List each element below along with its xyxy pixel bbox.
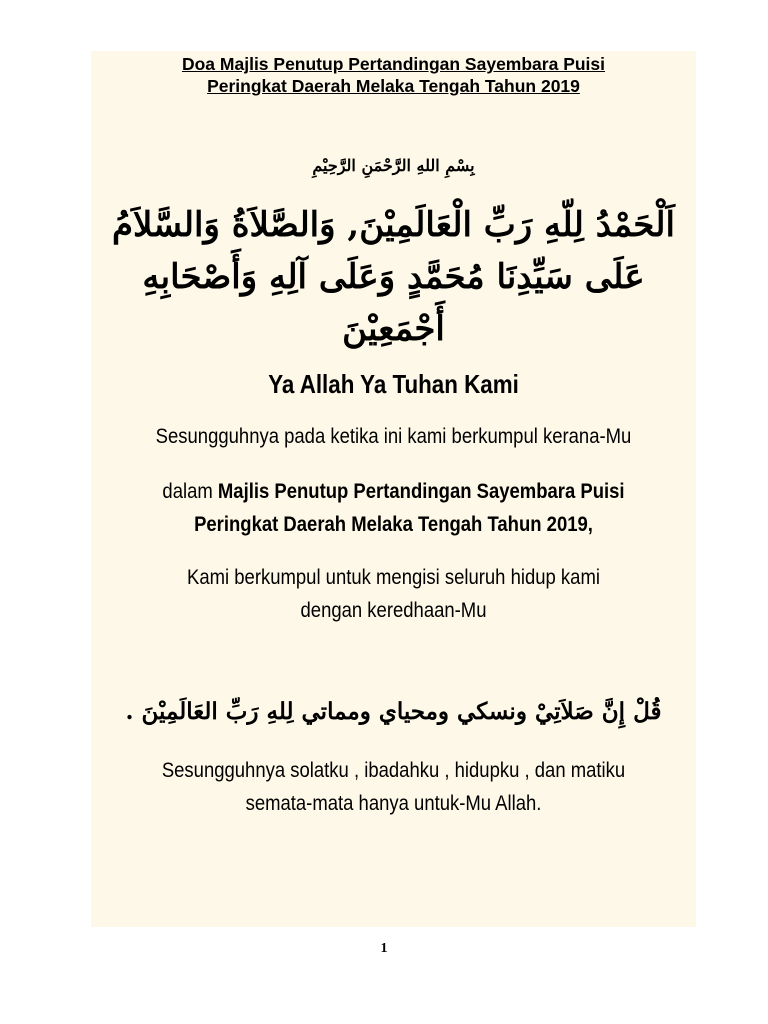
paragraph-4 [127,754,659,820]
document-page [91,51,696,927]
paragraph-4-line-1: Sesungguhnya solatku , ibadahku , hidupku , dan matiku [161,759,626,782]
hamdalah-line-2: عَلَى سَيِّدِنَا مُحَمَّدٍ وَعَلَى آلِهِ وَأَصْحَابِهِ [142,257,645,297]
hamdalah-line-1: اَلْحَمْدُ لِلّهِ رَبِّ الْعَالَمِيْنَ, وَالصَّلاَةُ وَالسَّلاَمُ [112,205,675,245]
paragraph-3 [127,561,659,627]
title-line-2: Peringkat Daerah Melaka Tengah Tahun 2019 [207,76,580,96]
paragraph-2-bold-line-2: Peringkat Daerah Melaka Tengah Tahun 2019, [194,513,593,536]
paragraph-3-line-2: dengan keredhaan-Mu [300,599,487,622]
hamdalah-line-3: أَجْمَعِيْنَ [342,309,445,349]
prayer-heading: Ya Allah Ya Tuhan Kami [268,369,519,399]
paragraph-4-line-2: semata-mata hanya untuk-Mu Allah. [245,792,542,815]
quran-verse: قُلْ إِنَّ صَلاَتِيْ ونسكي ومحياي ومماتي لِلهِ رَبِّ العَالَمِيْنَ . [125,698,662,725]
hamdalah-block [91,199,696,355]
paragraph-3-line-1: Kami berkumpul untuk mengisi seluruh hidup kami [187,566,600,589]
paragraph-2-prefix: dalam [162,480,218,503]
paragraph-1: Sesungguhnya pada ketika ini kami berkumpul kerana-Mu [155,425,632,448]
document-title [91,53,696,97]
page-number: 1 [380,941,388,956]
paragraph-2 [127,475,659,541]
bismillah: بِسْمِ اللهِ الرَّحْمَنِ الرَّحِيْمِ [312,156,475,175]
paragraph-2-bold-line-1: Majlis Penutup Pertandingan Sayembara Puisi [217,480,625,503]
title-line-1: Doa Majlis Penutup Pertandingan Sayembara Puisi [181,54,606,74]
